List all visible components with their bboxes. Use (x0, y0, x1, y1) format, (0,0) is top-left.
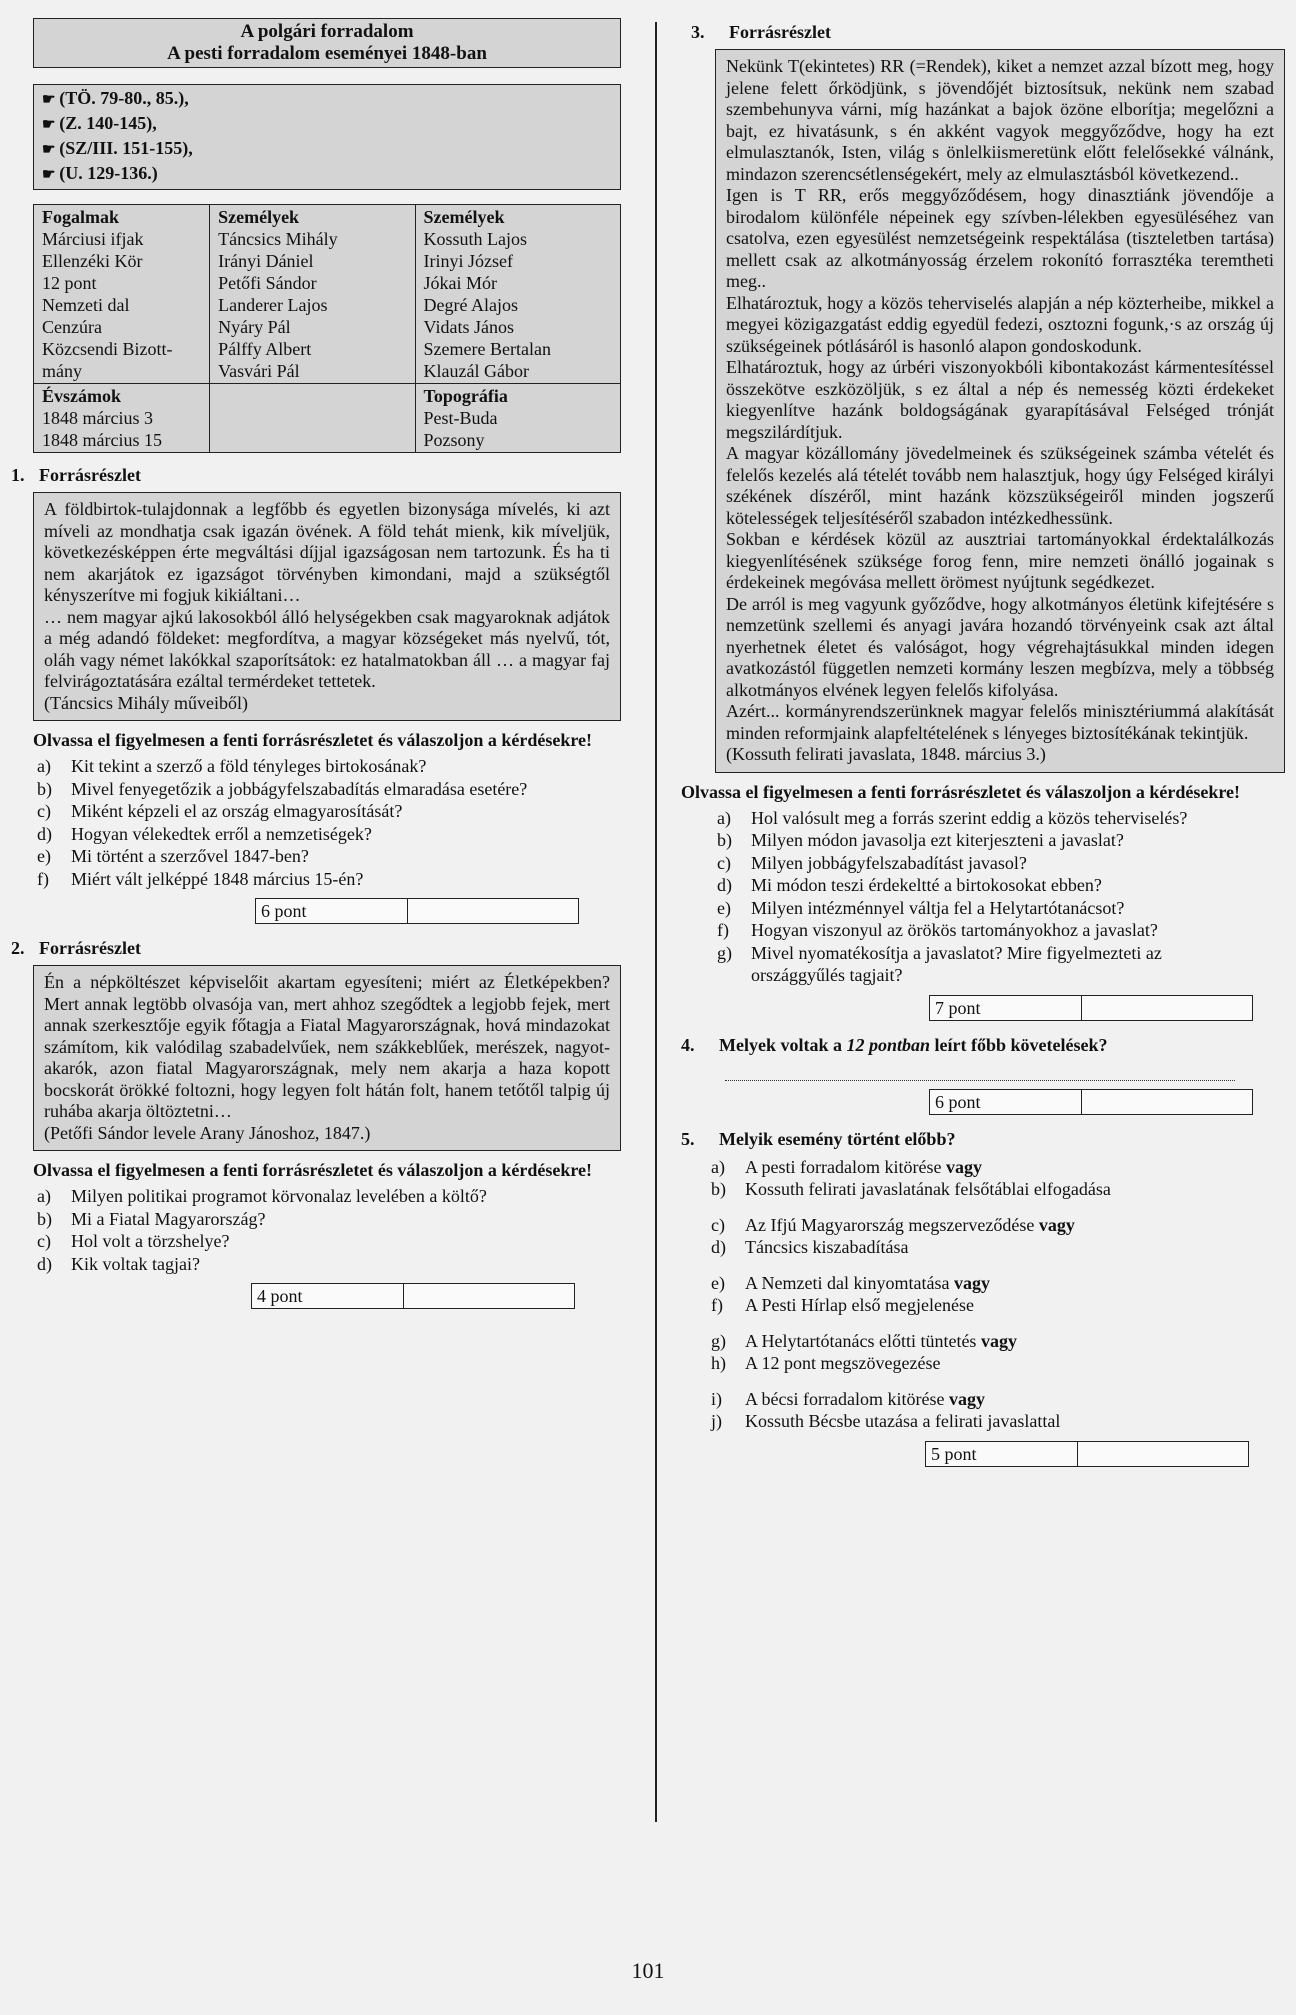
source-excerpt-3 (715, 49, 1285, 773)
question-letter: c) (37, 1231, 51, 1251)
section-number: 3. (691, 22, 705, 42)
persons-cell (415, 205, 620, 384)
section-number: 2. (11, 938, 25, 958)
question (37, 800, 621, 823)
option-text: Táncsics kiszabadítása (745, 1237, 909, 1257)
reference-item: ☛ (TÖ. 79-80., 85.), (42, 87, 612, 112)
points-box-3 (929, 995, 1253, 1021)
spacer (711, 1317, 1293, 1330)
question-text: Melyek voltak a (719, 1034, 847, 1055)
source-paragraph: Igen is T RR, erős meggyőződésem, hogy dinasztiánk jövendője a birodalom különféle népeinek egy szívben-lélekben egyesüléséhez van csatolva, ezen egyesülést nemzetségeink respektálása (tiszteletben tartása) mellett csak az alkotmányosság érzelem rokonító forrasztéka teremtheti meg.. (726, 185, 1274, 291)
question (717, 807, 1293, 830)
points-label: 5 pont (926, 1442, 1078, 1466)
question-letter: d) (717, 875, 732, 895)
question (37, 868, 621, 891)
place-item: Pozsony (423, 430, 485, 450)
option-letter: e) (711, 1272, 725, 1293)
source-paragraph: Én a népköltészet képviselőit akartam egyesíteni; miért az Életképekben? Mert annak legtöbb olvasója van, mert ahhoz szegődtek a legjobb fejek, mert annak szerkesztője egyik főtagja a Fiatal Magyarországnak, hová mindazokat számítom, kik valódilag szabadelvűek, nem szákkeblűek, merészek, nagyot-akarók, azon fiatal Magyarországnak, mely nem akarja a haza kopott bocskorát örökké foltozni, hogy legyen folt hátán folt, hanem tetőtől talpig új ruhába akarja öltöztetni… (44, 972, 610, 1121)
question-letter: b) (717, 830, 732, 850)
question (717, 852, 1293, 875)
event-option (711, 1156, 1293, 1179)
empty-cell (210, 384, 415, 453)
option-letter: i) (711, 1388, 722, 1409)
option-text: Kossuth Bécsbe utazása a felirati javaslattal (745, 1411, 1061, 1431)
source-paragraph: De arról is meg vagyunk győződve, hogy alkotmányos életünk kifejtésére s nemzetünk szellemi és anyagi javára hozandó törvényeink csak azt által nyerhetnek életet és valóságot, hogy végrehajtásukkal minden idegen avatkozástól független nemzeti kormány leszen megbízva, mely a többség alkotmányos elvének legyen felelős kifolyása. (726, 593, 1274, 700)
page-title: A polgári forradalom (240, 21, 414, 42)
question-text: Miért vált jelképpé 1848 március 15-én? (71, 868, 364, 889)
person-item: Vasvári Pál (218, 361, 300, 381)
option-text: A 12 pont megszövegezése (745, 1353, 941, 1373)
section-title: Forrásrészlet (39, 938, 141, 958)
year-item: 1848 március 3 (42, 408, 153, 428)
or-word: vagy (1038, 1214, 1075, 1235)
column-header: Fogalmak (42, 207, 120, 227)
question-text: Mi módon teszi érdekeltté a birtokosokat ebben? (751, 875, 1102, 895)
event-option (711, 1178, 1293, 1201)
option-letter: j) (711, 1411, 722, 1431)
question-letter: e) (37, 846, 51, 866)
column-header: Topográfia (423, 386, 508, 406)
points-box-1 (255, 898, 579, 924)
source-paragraph: Azért... kormányrendszerünknek magyar felelős minisztériummá alakítását minden reformjaink alapfeltételének s lényeges biztosítékának tekintjük. (726, 701, 1274, 743)
points-label: 6 pont (256, 899, 408, 923)
concept-item: Nemzeti dal (42, 295, 130, 315)
concept-item: Márciusi ifjak (42, 229, 144, 249)
place-item: Pest-Buda (423, 408, 498, 428)
option-text: Kossuth felirati javaslatának felsőtáblai elfogadása (745, 1179, 1111, 1199)
question-text: Mi a Fiatal Magyarország? (71, 1208, 266, 1229)
person-item: Táncsics Mihály (218, 229, 338, 249)
question (37, 823, 621, 846)
question (717, 897, 1293, 920)
or-word: vagy (980, 1330, 1017, 1351)
person-item: Degré Alajos (423, 295, 519, 315)
question-text: Milyen módon javasolja ezt kiterjeszteni a javaslat? (751, 830, 1124, 850)
question-letter: a) (37, 1186, 51, 1206)
instruction: Olvassa el figyelmesen a fenti forrásrészletet és válaszoljon a kérdésekre! (33, 1160, 593, 1180)
option-text: A pesti forradalom kitörése (745, 1156, 942, 1177)
question-letter: e) (717, 897, 731, 918)
question (717, 942, 1293, 987)
question (37, 755, 621, 778)
year-item: 1848 március 15 (42, 430, 162, 450)
event-option (711, 1214, 1293, 1237)
person-item: Irányi Dániel (218, 251, 314, 271)
option-text: Az Ifjú Magyarország megszerveződése (745, 1214, 1035, 1235)
question-text: Hol valósult meg a forrás szerint eddig a közös teherviselés? (751, 807, 1188, 828)
column-divider (655, 22, 657, 1822)
event-option (711, 1352, 1293, 1375)
question-list-1 (37, 755, 621, 890)
concept-item: Ellenzéki Kör (42, 251, 143, 271)
question-list-2 (37, 1185, 621, 1275)
question-text: Kik voltak tagjai? (71, 1253, 200, 1274)
question-text: Melyik esemény történt előbb? (719, 1128, 956, 1149)
question-text: Hogyan vélekedtek erről a nemzetiségek? (71, 823, 372, 844)
option-letter: f) (711, 1295, 723, 1315)
event-option (711, 1410, 1293, 1433)
instruction: Olvassa el figyelmesen a fenti forrásrészletet és válaszoljon a kérdésekre! (681, 781, 1241, 802)
person-item: Nyáry Pál (218, 317, 291, 337)
source-excerpt-1 (33, 492, 621, 721)
question (717, 829, 1293, 852)
concepts-cell (34, 205, 210, 384)
event-option (711, 1272, 1293, 1295)
concept-item: Közcsendi Bizott- (42, 339, 173, 359)
title-box (33, 18, 621, 68)
question-list-3 (717, 807, 1293, 987)
or-word: vagy (953, 1272, 990, 1293)
source-paragraph: … nem magyar ajkú lakosokból álló helységekben csak magyaroknak adjátok a még adandó földeket: megfordítva, a magyar községeket más nyelvű, tót, oláh vagy német lakókkal szaporítsátok: ez hatalmatokban áll … a magyar faj felvirágoztatására ezáltal termérdeket tettetek. (44, 606, 610, 691)
reference-item: ☛ (SZ/III. 151-155), (42, 137, 612, 162)
section-title: Forrásrészlet (39, 465, 141, 485)
person-item: Szemere Bertalan (423, 339, 551, 359)
concept-item: 12 pont (42, 273, 97, 293)
option-text: A Nemzeti dal kinyomtatása (745, 1272, 950, 1293)
question-letter: b) (37, 1208, 52, 1229)
source-paragraph: Nekünk T(ekintetes) RR (=Rendek), kiket a nemzet azzal bízott meg, hogy jelene felett őrködjünk, s jövendőjét biztosítsuk, nekünk nem szabad szembehunyva várni, míg hazánkat a bajok özöne elborítja; megelőzni a bajt, ez hivatásunk, s én akként vagyok meggyőződve, hogy ha ezt elmulasztanók, Isten, világ s önlelkiismeretünk előtt felelősekké válnánk, mindazon szerencsétlenségekért, mely az elmulasztásból következend.. (726, 56, 1274, 184)
question-letter: f) (717, 920, 729, 940)
option-letter: h) (711, 1353, 726, 1373)
question-text: Hogyan viszonyul az örökös tartományokhoz a javaslat? (751, 920, 1158, 940)
page-subtitle: A pesti forradalom eseményei 1848-ban (167, 43, 487, 64)
person-item: Petőfi Sándor (218, 273, 317, 293)
score-field[interactable] (1082, 996, 1252, 1020)
option-letter: b) (711, 1179, 726, 1199)
or-word: vagy (945, 1156, 982, 1177)
reference-item: ☛ (Z. 140-145), (42, 112, 612, 137)
question-text: Milyen intézménnyel váltja fel a Helytartótanácsot? (751, 897, 1125, 918)
reference-item: ☛ (U. 129-136.) (42, 162, 612, 187)
source-paragraph: A földbirtok-tulajdonnak a legfőbb és egyetlen bizonysága mívelés, ki azt míveli az mondhatja csak igazán övének. A föld tehát mienk, kik míveljük, következésképpen érte megváltási díjjal igazságosan nem tartozunk. És ha ti nem akarjátok ez igazságot törvényben kimondani, majd a szükségtől kényszerítve mi fogjuk kikiáltani… (44, 499, 610, 605)
person-item: Jókai Mór (423, 273, 498, 293)
source-citation: (Táncsics Mihály műveiből) (44, 692, 248, 713)
score-field[interactable] (1082, 1090, 1252, 1114)
person-item: Kossuth Lajos (423, 229, 528, 249)
question-letter: c) (37, 801, 51, 821)
person-item: Pálffy Albert (218, 339, 312, 359)
points-box-5 (925, 1441, 1249, 1467)
option-letter: c) (711, 1214, 725, 1235)
question-letter: b) (37, 778, 52, 799)
person-item: Klauzál Gábor (423, 361, 529, 381)
question-text: Kit tekint a szerző a föld tényleges birtokosának? (71, 756, 427, 776)
question-text: Hol volt a törzshelye? (71, 1231, 230, 1251)
question-emphasis: 12 pontban (846, 1034, 931, 1055)
points-label: 4 pont (252, 1284, 404, 1308)
points-label: 6 pont (930, 1090, 1082, 1114)
source-excerpt-2 (33, 965, 621, 1151)
section-number: 5. (681, 1128, 695, 1149)
option-letter: a) (711, 1156, 725, 1177)
points-box-2 (251, 1283, 575, 1309)
option-letter: d) (711, 1237, 726, 1257)
answer-line[interactable] (725, 1062, 1235, 1081)
option-text: A Helytartótanács előtti tüntetés (745, 1330, 977, 1351)
spacer (711, 1259, 1293, 1272)
concepts-table (33, 204, 621, 453)
question (717, 919, 1293, 942)
section-1-heading (11, 465, 621, 486)
page-number: 101 (631, 1958, 665, 1983)
score-field[interactable] (408, 899, 578, 923)
source-paragraph: Elhatároztuk, hogy a közös teherviselés alapján a nép közterheibe, mikkel a megyei közigazgatást eddig egyedül fedezi, osztozni fogunk,·s az ország új szükségeinek pótlásáról is hasonló alapon gondoskodunk. (726, 292, 1274, 356)
event-option (711, 1236, 1293, 1259)
option-text: A Pesti Hírlap első megjelenése (745, 1295, 974, 1315)
right-column (681, 18, 1293, 1467)
score-field[interactable] (1078, 1442, 1248, 1466)
column-header: Személyek (423, 207, 505, 227)
concept-item: mány (42, 361, 82, 381)
question-letter: a) (37, 756, 51, 776)
person-item: Landerer Lajos (218, 295, 328, 315)
question-text: Mivel nyomatékosítja a javaslatot? Mire figyelmezteti az országgyűlés tagjait? (751, 942, 1162, 985)
question (37, 1230, 621, 1253)
points-label: 7 pont (930, 996, 1082, 1020)
reference-box (33, 84, 621, 190)
question-letter: a) (717, 807, 731, 828)
section-number: 4. (681, 1034, 695, 1055)
person-item: Irinyi József (423, 251, 514, 271)
spacer (711, 1201, 1293, 1214)
column-header: Személyek (218, 207, 300, 227)
event-option (711, 1294, 1293, 1317)
section-3-heading (681, 22, 1293, 43)
question-text: Mivel fenyegetőzik a jobbágyfelszabadítás elmaradása esetére? (71, 778, 528, 799)
source-paragraph: Elhatároztuk, hogy az úrbéri viszonyokbóli kibontakozást kármentesítéssel összekötve eszközöljük, s ez által a nép és nemesség közti érdekeket kiegyenlítve hazánk boldogságának gyarapításával Felséged trónját megszilárdítjuk. (726, 357, 1274, 442)
question-text: Mi történt a szerzővel 1847-ben? (71, 846, 309, 866)
column-header: Évszámok (42, 386, 122, 406)
event-pairs-list (711, 1156, 1293, 1433)
question (37, 845, 621, 868)
question-text: Miként képzeli el az ország elmagyarosítását? (71, 801, 403, 821)
event-option (711, 1330, 1293, 1353)
question (717, 874, 1293, 897)
option-letter: g) (711, 1330, 726, 1351)
question (37, 1208, 621, 1231)
source-paragraph: A magyar közállomány jövedelmeinek és szükségeinek számba vételét és felelős kezelés alá tételét tovább nem halasztjuk, hogy úgy Felséged királyi székének díszéről, mint hazánk közszükségeiről minden jogszerű kötelességek teljesítéséről szabadon intézkedhessünk. (726, 443, 1274, 528)
spacer (711, 1375, 1293, 1388)
question (37, 1253, 621, 1276)
concept-item: Cenzúra (42, 317, 102, 337)
years-cell (34, 384, 210, 453)
or-word: vagy (948, 1388, 985, 1409)
question-letter: d) (37, 1253, 52, 1274)
question (37, 1185, 621, 1208)
question-letter: d) (37, 823, 52, 844)
question-letter: c) (717, 852, 731, 873)
left-column (11, 18, 621, 1309)
question-letter: f) (37, 868, 49, 889)
section-5-heading (681, 1129, 1293, 1150)
question-text: Milyen politikai programot körvonalaz levelében a költő? (71, 1186, 487, 1206)
source-citation: (Petőfi Sándor levele Arany Jánoshoz, 1847.) (44, 1122, 371, 1143)
topography-cell (415, 384, 620, 453)
score-field[interactable] (404, 1284, 574, 1308)
section-4-heading (681, 1035, 1293, 1056)
question-text: leírt főbb követelések? (930, 1034, 1108, 1055)
source-paragraph: Sokban e kérdések közül az ausztriai tartományokkal érdektalálkozás kiegyenlítésének szüksége forog fenn, mire nemzeti önálló jogainak s érdekeinek megóvása mellett örömest nyújtunk segédkezet. (726, 529, 1274, 592)
section-title: Forrásrészlet (729, 22, 831, 42)
question (37, 778, 621, 801)
persons-cell (210, 205, 415, 384)
points-box-4 (929, 1089, 1253, 1115)
section-number: 1. (11, 465, 25, 485)
section-2-heading (11, 938, 621, 959)
question-letter: g) (717, 942, 732, 963)
option-text: A bécsi forradalom kitörése (745, 1388, 945, 1409)
question-text: Milyen jobbágyfelszabadítást javasol? (751, 852, 1027, 873)
person-item: Vidats János (423, 317, 514, 337)
instruction: Olvassa el figyelmesen a fenti forrásrészletet és válaszoljon a kérdésekre! (33, 730, 593, 750)
source-citation: (Kossuth felirati javaslata, 1848. március 3.) (726, 744, 1046, 764)
event-option (711, 1388, 1293, 1411)
